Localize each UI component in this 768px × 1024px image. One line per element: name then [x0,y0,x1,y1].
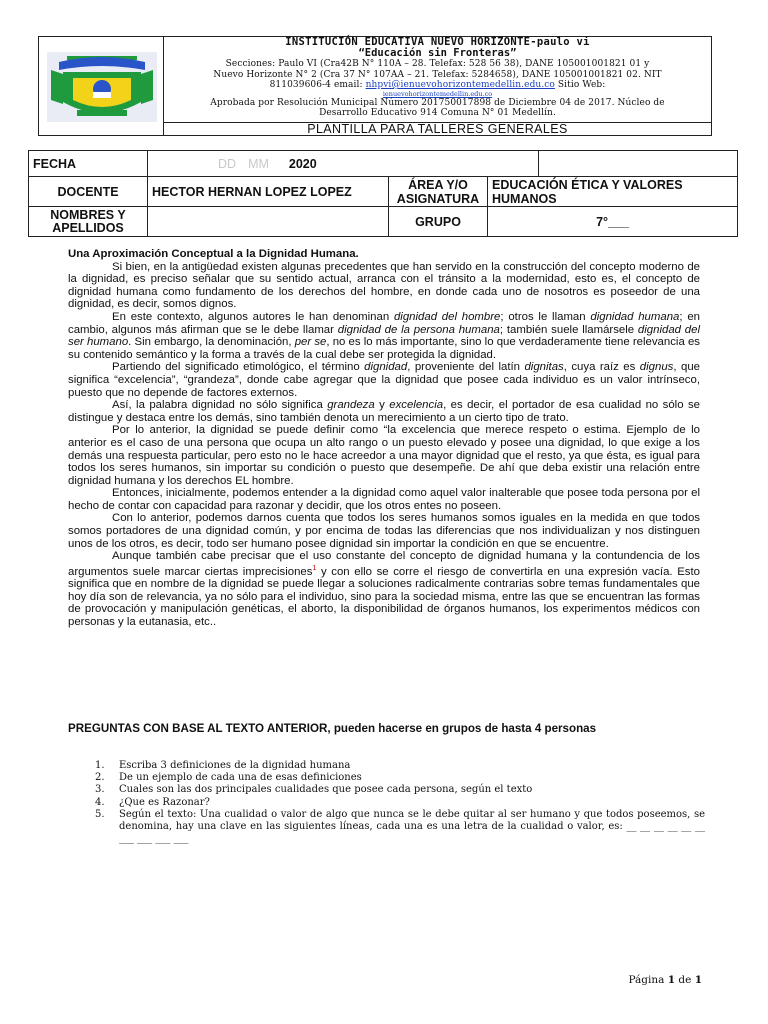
nombres-input[interactable] [148,207,389,237]
template-title: PLANTILLA PARA TALLERES GENERALES [164,122,711,136]
paragraph-1: Si bien, en la antigüedad existen algunas precedentes que han servido en la construcción del concepto moderno de la dignidad, es preciso señalar que su sentido actual, arranca con el tránsito a la modernidad, esto es, el concepto de dignidad humana como fundamento de los derechos del hombre, en donde cada uno de nosotros es poseedor de una dignidad, es decir, somos dignos. [68,260,700,311]
institution-motto: “Educación sin Fronteras” [358,47,517,59]
docente-label: DOCENTE [29,177,148,207]
sections-line: Secciones: Paulo VI (Cra42B N° 110A – 28. Telefax: 528 56 38), DANE 105001001821 01 y [225,59,650,69]
paragraph-2: En este contexto, algunos autores le han denominan dignidad del hombre; otros le llaman dignidad humana; en cambio, algunos más afirman que se le debe llamar dignidad de la persona humana; también suele llamársele dignidad del ser humano. Sin embargo, la denominación, per se, no es lo más importante, sino lo que verdaderamente tiene relevancia es su contenido semántico y la forma a través de la cual debe ser protegida la dignidad. [68,310,700,361]
article-body [68,248,700,629]
website-link[interactable]: ienuevohorizontemedellin.edu.co [382,89,493,98]
approval-line-2: Desarrollo Educativo 914 Comuna N° 01 Medellín. [319,108,556,118]
logo-cell [39,37,164,135]
student-info-table [28,150,738,237]
institution-name: INSTITUCIÓN EDUCATIVA NUEVO HORIZONTE-paulo vi [285,36,590,48]
paragraph-8: Aunque también cabe precisar que el uso constante del concepto de dignidad humana y la contundencia de los argumentos suele marcar ciertas imprecisiones$^1$ y con ello se corre el riesgo de convertirla en una expresión vacía. Esto significa que en nombre de la dignidad se puede llegar a soluciones radicalmente contrarias sobre temas fundamentales que hoy día son de relevancia, ya no sólo para el individuo, sino para la sociedad misma, entre las que se encuentran las formas de provocación y manipulación genéticas, el aborto, la disponibilidad de órganos humanos, los experimentos médicos con personas y la eutanasia, etc.. [68,550,700,629]
email-link[interactable]: nhpvi@ienuevohorizontemedellin.edu.co [365,80,555,90]
area-label: ÁREA Y/O ASIGNATURA [389,177,488,207]
footnote-marker[interactable]: 1 [312,564,317,572]
nit-label: 811039606-4 email: [269,80,366,90]
month-placeholder: MM [248,156,269,171]
fecha-label: FECHA [29,151,148,177]
paragraph-6: Entonces, inicialmente, podemos entender a la dignidad como aquel valor inalterable que posee toda persona por el hecho de contar con capacidad para razonar y decidir, que los otros entes no poseen. [68,487,700,512]
paragraph-5: Por lo anterior, la dignidad se puede definir como “la excelencia que merece respeto o estima. Ejemplo de lo anterior es el caso de una persona que ocupa un alto rango o un puesto elevado y posee una dignidad, lo que exige a los demás una respuesta particular, pero esto no le hace acreedor a una mayor dignidad que el resto, ya que ésta, es igual para todos los seres humanos, sin importar su condición o puesto que desempeñe. De ahí que deba existir una relación entre dignidad humana y los derechos EL hombre. [68,424,700,487]
header-text [164,37,711,119]
list-item: 2. De un ejemplo de cada una de esas definiciones [95,772,362,784]
paragraph-4: Así, la palabra dignidad no sólo significa grandeza y excelencia, es decir, el portador de esa cualidad no sólo se distingue y destaca entre los demás, sino también denota un merecimiento a un cierto tipo de trato. [68,399,700,424]
list-item: 4. ¿Que es Razonar? [95,796,210,808]
questions-heading: PREGUNTAS CON BASE AL TEXTO ANTERIOR, pueden hacerse en grupos de hasta 4 personas [68,722,597,735]
year-value: 2020 [288,156,317,171]
list-item: 1. Escriba 3 definiciones de la dignidad humana [95,760,351,771]
fecha-empty [539,151,738,177]
area-value: EDUCACIÓN ÉTICA Y VALORES HUMANOS [488,177,738,207]
fecha-value[interactable] [148,151,539,177]
school-crest-icon [47,52,157,122]
grupo-value[interactable]: 7°___ [488,207,738,237]
paragraph-3: Partiendo del significado etimológico, el término dignidad, proveniente del latín dignitas, cuya raíz es dignus, que significa “excelencia”, “grandeza”, donde cabe agregar que la dignidad que posee cada individuo es un valor intrínseco, puesto que no depende de factores externos. [68,361,700,399]
list-item: 5. Según el texto: Una cualidad o valor de algo que nunca se le debe quitar al ser humano y que todos poseemos, se denomina, hay una clave en las siguientes líneas, cada una es una letra de la cualidad o valor, es: __ __ __ __ __ __ ___ ___ ___ ___ [95,808,705,845]
list-item: 3. Cuales son las dos principales cualidades que posee cada persona, según el texto [95,784,533,796]
page-number: Página 1 de 1 [628,974,702,986]
grupo-label: GRUPO [389,207,488,237]
approval-line: Aprobada por Resolución Municipal Número 201750017898 de Diciembre 04 de 2017. Núcleo de [210,97,665,108]
day-placeholder: DD [218,156,237,171]
site-label: Sitio Web: [554,80,606,90]
institution-header [38,36,712,136]
paragraph-7: Con lo anterior, podemos darnos cuenta que todos los seres humanos somos iguales en la medida en que todos somos portadores de una dignidad común, y por encima de todas las diferencias que nos individualizan y nos distinguen unos de los otros, es decir, todo ser humano posee dignidad sin importar la condición en que se encuentre. [68,512,700,550]
article-title: Una Aproximación Conceptual a la Dignidad Humana. [68,248,359,260]
questions-list [95,760,705,845]
nombres-label: NOMBRES Y APELLIDOS [29,207,148,237]
docente-value: HECTOR HERNAN LOPEZ LOPEZ [148,177,389,207]
contact-line [164,80,711,91]
sections-line-2: Nuevo Horizonte N° 2 (Cra 37 N° 107AA – 21. Telefax: 5284658), DANE 105001001821 02. NIT [213,69,662,80]
